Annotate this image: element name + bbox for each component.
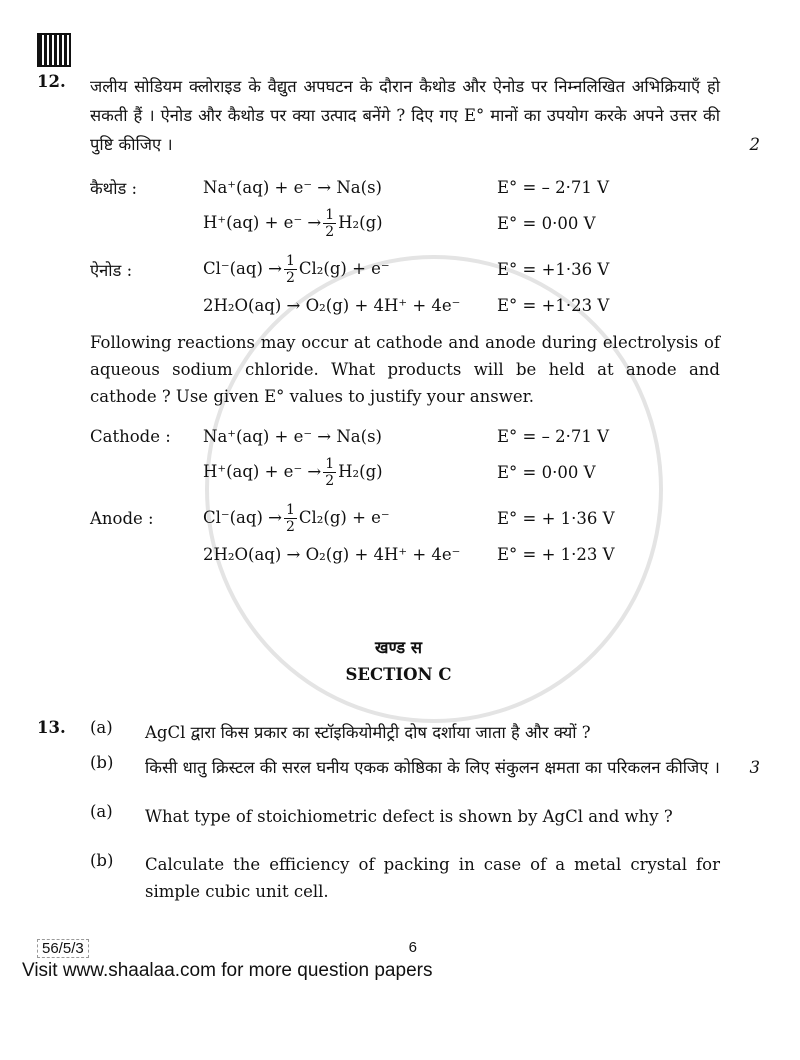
question-12-hindi: जलीय सोडियम क्लोराइड के वैद्युत अपघटन के दौरान कैथोड और ऐनोड पर निम्नलिखित अभिक्रियाएँ हो सकती हैं । ऐनोड और कैथोड पर क्या उत्पाद बनेंगे ? दिए गए E° मानों का उपयोग करके अपने उत्तर की पुष्टि कीजिए ।: [90, 77, 720, 154]
question-13a-hindi-row: [37, 718, 760, 747]
electrode-potential: E° = 0·00 V: [497, 213, 596, 233]
question-13a-hindi: AgCl द्वारा किस प्रकार का स्टॉइकियोमीट्री दोष दर्शाया जाता है और क्यों ?: [145, 723, 591, 742]
paper-code: 56/5/3: [37, 939, 89, 958]
footer-link[interactable]: Visit www.shaalaa.com for more question papers: [22, 960, 433, 981]
question-12-english-block: [37, 329, 760, 410]
part-label: (b): [90, 753, 114, 772]
electrode-potential: E° = – 2·71 V: [497, 177, 610, 197]
anode-label-hindi: ऐनोड :: [90, 260, 133, 280]
question-12: [37, 72, 760, 159]
equation: Na⁺(aq) + e⁻ → Na(s): [203, 177, 382, 197]
equation: H⁺(aq) + e⁻ → $\frac{1}{2}$ H₂(g): [203, 206, 383, 240]
electrode-potential: E° = 0·00 V: [497, 462, 596, 482]
electrode-potential: E° = +1·36 V: [497, 259, 610, 279]
question-number: 13.: [37, 718, 66, 737]
equation: Cl⁻(aq) → $\frac{1}{2}$ Cl₂(g) + e⁻: [203, 501, 390, 535]
reaction-row: [90, 454, 760, 490]
electrode-potential: E° = – 2·71 V: [497, 426, 610, 446]
electrode-potential: E° = + 1·36 V: [497, 508, 615, 528]
reaction-row: [90, 418, 760, 454]
electrode-potential: E° = +1·23 V: [497, 295, 610, 315]
footer-meta: [37, 939, 417, 958]
cathode-label: Cathode :: [90, 426, 171, 446]
part-label: (a): [90, 718, 113, 737]
equation: Na⁺(aq) + e⁻ → Na(s): [203, 426, 382, 446]
reaction-row: [90, 169, 760, 205]
question-13b-hindi: किसी धातु क्रिस्टल की सरल घनीय एकक कोष्ठिका के लिए संकुलन क्षमता का परिकलन कीजिए ।: [145, 758, 720, 777]
electrode-potential: E° = + 1·23 V: [497, 544, 615, 564]
question-12-english: Following reactions may occur at cathode and anode during electrolysis of aqueous sodium chloride. What products will be held at anode and cathode ? Use given E° values to justify your answer.: [90, 333, 720, 406]
equation: 2H₂O(aq) → O₂(g) + 4H⁺ + 4e⁻: [203, 544, 461, 564]
equation: 2H₂O(aq) → O₂(g) + 4H⁺ + 4e⁻: [203, 295, 461, 315]
question-13b-hindi-row: [37, 753, 760, 782]
marks: 2: [749, 135, 760, 154]
anode-label: Anode :: [90, 508, 154, 528]
question-13b-english-row: [37, 851, 760, 905]
reaction-row: [90, 500, 760, 536]
equation: Cl⁻(aq) → $\frac{1}{2}$ Cl₂(g) + e⁻: [203, 252, 390, 286]
cathode-label-hindi: कैथोड :: [90, 178, 138, 198]
reaction-row: [90, 287, 760, 323]
reaction-row: [90, 536, 760, 572]
qr-code: [37, 33, 71, 67]
question-13b-english: Calculate the efficiency of packing in case of a metal crystal for simple cubic unit cell.: [145, 855, 720, 901]
reaction-row: [90, 205, 760, 241]
section-title: SECTION C: [345, 665, 452, 684]
marks: 3: [749, 758, 760, 777]
section-title-hindi: खण्ड स: [374, 638, 423, 657]
question-13a-english: What type of stoichiometric defect is shown by AgCl and why ?: [145, 807, 673, 826]
part-label: (a): [90, 802, 113, 821]
question-number: 12.: [37, 72, 66, 91]
equation: H⁺(aq) + e⁻ → $\frac{1}{2}$ H₂(g): [203, 455, 383, 489]
page-number: 6: [408, 939, 417, 956]
reaction-row: [90, 251, 760, 287]
question-13a-english-row: [37, 802, 760, 831]
part-label: (b): [90, 851, 114, 870]
